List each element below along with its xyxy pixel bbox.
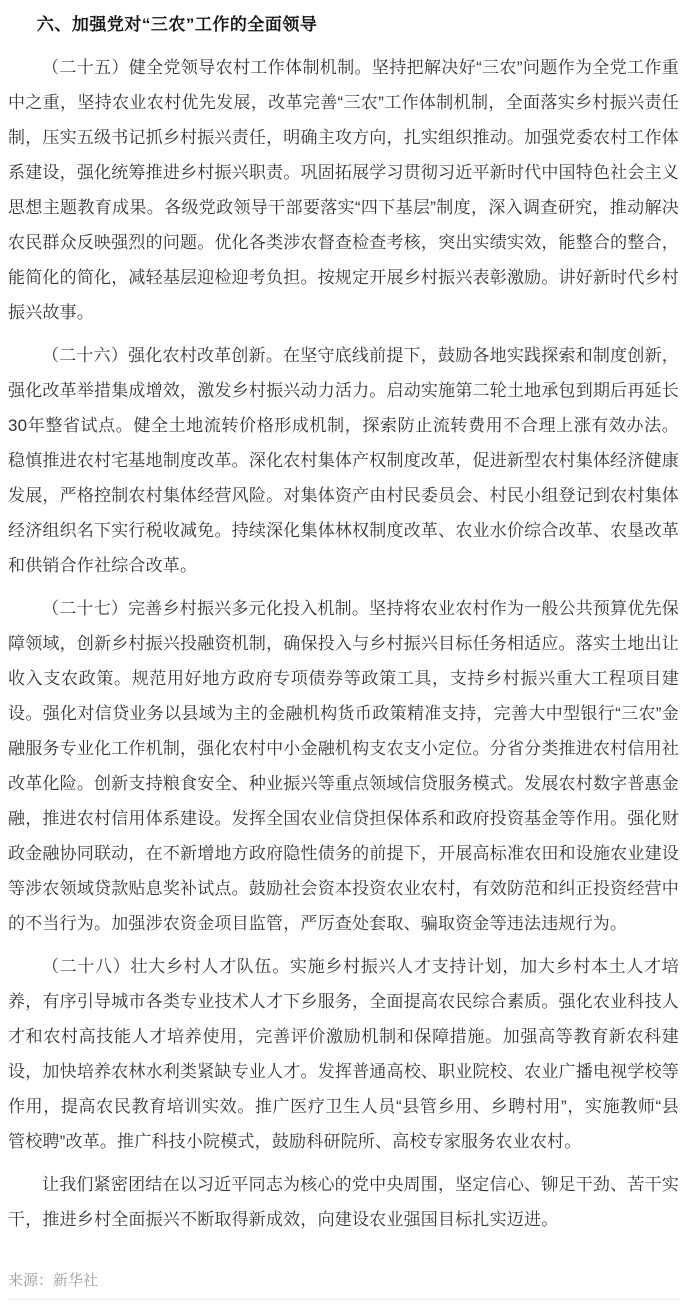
article-paragraph: 让我们紧密团结在以习近平同志为核心的党中央周围，坚定信心、铆足干劲、苦干实干，推进乡村全面振兴不断取得新成效，向建设农业强国目标扎实迈进。 (8, 1175, 679, 1229)
article-paragraph: （二十八）壮大乡村人才队伍。实施乡村振兴人才支持计划，加大乡村本土人才培养，有序引导城市各类专业技术人才下乡服务，全面提高农民综合素质。强化农业科技人才和农村高技能人才培养使用，完善评价激励机制和保障措施。加强高等教育新农科建设，加快培养农林水利类紧缺专业人才。发挥普通高校、职业院校、农业广播电视学校等作用，提高农民教育培训实效。推广医疗卫生人员“县管乡用、乡聘村用”，实施教师“县管校聘”改革。推广科技小院模式，鼓励科研院所、高校专家服务农业农村。 (8, 957, 679, 1151)
source-label: 来源：新华社 (8, 1272, 99, 1289)
article-paragraph: （二十六）强化农村改革创新。在坚守底线前提下，鼓励各地实践探索和制度创新，强化改革举措集成增效，激发乡村振兴动力活力。启动实施第二轮土地承包到期后再延长30年整省试点。健全土地流转价格形成机制，探索防止流转费用不合理上涨有效办法。稳慎推进农村宅基地制度改革。深化农村集体产权制度改革，促进新型农村集体经济健康发展，严格控制农村集体经营风险。对集体资产由村民委员会、村民小组登记到农村集体经济组织名下实行税收减免。持续深化集体林权制度改革、农业水价综合改革、农垦改革和供销合作社综合改革。 (8, 346, 679, 575)
bottom-divider (8, 1299, 679, 1300)
article-paragraph: （二十五）健全党领导农村工作体制机制。坚持把解决好“三农”问题作为全党工作重中之重，坚持农业农村优先发展，改革完善“三农”工作体制机制，全面落实乡村振兴责任制，压实五级书记抓乡村振兴责任，明确主攻方向，扎实组织推动。加强党委农村工作体系建设，强化统筹推进乡村振兴职责。巩固拓展学习贯彻习近平新时代中国特色社会主义思想主题教育成果。各级党政领导干部要落实“四下基层”制度，深入调查研究，推动解决农民群众反映强烈的问题。优化各类涉农督查检查考核，突出实绩实效，能整合的整合，能简化的简化，减轻基层迎检迎考负担。按规定开展乡村振兴表彰激励。讲好新时代乡村振兴故事。 (8, 58, 679, 322)
section-heading: 六、加强党对“三农”工作的全面领导 (36, 15, 318, 34)
article-paragraph: （二十七）完善乡村振兴多元化投入机制。坚持将农业农村作为一般公共预算优先保障领域，创新乡村振兴投融资机制，确保投入与乡村振兴目标任务相适应。落实土地出让收入支农政策。规范用好地方政府专项债券等政策工具，支持乡村振兴重大工程项目建设。强化对信贷业务以县域为主的金融机构货币政策精准支持，完善大中型银行“三农”金融服务专业化工作机制，强化农村中小金融机构支农支小定位。分省分类推进农村信用社改革化险。创新支持粮食安全、种业振兴等重点领域信贷服务模式。发展农村数字普惠金融，推进农村信用体系建设。发挥全国农业信贷担保体系和政府投资基金等作用。强化财政金融协同联动，在不新增地方政府隐性债务的前提下，开展高标准农田和设施农业建设等涉农领域贷款贴息奖补试点。鼓励社会资本投资农业农村，有效防范和纠正投资经营中的不当行为。加强涉农资金项目监管，严厉查处套取、骗取资金等违法违规行为。 (8, 599, 679, 933)
